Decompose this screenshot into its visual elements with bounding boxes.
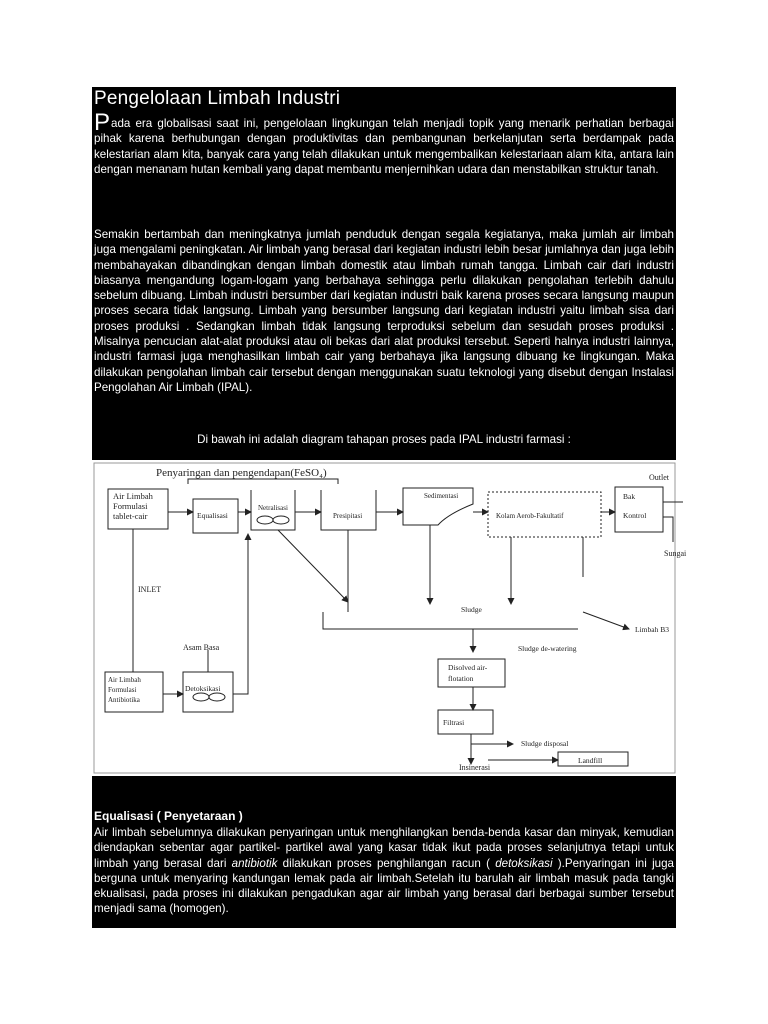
section-heading: Equalisasi ( Penyetaraan ) — [94, 809, 243, 823]
source2-line3: Antibiotika — [108, 696, 140, 704]
section-text-3: ).Penyaringan ini juga berguna untuk menyaring kandungan lemak pada air limbah.Setelah itu barulah air limbah masuk pada tangki ekualisasi, pada proses ini dilakukan pengadukan agar air limbah yang berasal dari berbagai sumber tersebut menjadi sama (homogen). — [94, 856, 674, 916]
source1-line3: tablet-cair — [113, 511, 148, 521]
source1-line2: Formulasi — [113, 501, 148, 511]
presipitasi-label: Presipitasi — [333, 512, 363, 520]
sludge-label: Sludge — [461, 605, 482, 614]
italic-detoksikasi: detoksikasi — [495, 856, 553, 870]
italic-antibiotik: antibiotik — [231, 856, 278, 870]
landfill-label: Landfill — [578, 756, 603, 765]
limbah-b3-label: Limbah B3 — [635, 625, 669, 634]
presipitasi-tank — [321, 490, 376, 530]
diagram-top-label: Penyaringan dan pengendapan(FeSO₄) — [156, 467, 327, 479]
source2-line1: Air Limbah — [108, 676, 141, 684]
page-title: Pengelolaan Limbah Industri — [94, 88, 341, 109]
section-text-2: dilakukan proses penghilangan racun ( — [277, 856, 496, 870]
paragraph-2: Semakin bertambah dan meningkatnya jumlah penduduk dengan segala kegiatanya, maka jumlah air limbah juga mengalami peningkatan. Air limbah yang berasal dari kegiatan industri lebih besar jumlahnya dan juga lebih membahayakan dibandingkan dengan limbah domestik atau limbah rumah tangga. Limbah cair dari industri biasanya mengandung logam-logam yang berbahaya sehingga perlu dilakukan pengolahan terlebih dahulu sebelum dibuang. Limbah industri bersumber dari kegiatan industri baik karena proses secara langsung maupun proses secara tidak langsung. Limbah yang bersumber langsung dari kegiatan industri yaitu limbah sisa dari proses produksi . Sedangkan limbah tidak langsung terproduksi sebelum dan sesudah proses produksi . Misalnya pencucian alat-alat produksi atau oli bekas dari alat produksi tersebut. Seperti halnya industri lainnya, industri farmasi juga menghasilkan limbah cair yang berbahaya jika langsung dibuang ke lingkungan. Maka dilakukan pengolahan limbah cair tersebut dengan menggunakan suatu teknologi yang disebut dengan Instalasi Pengolahan Air Limbah (IPAL). — [94, 228, 674, 394]
netralisasi-label: Netralisasi — [258, 504, 288, 512]
source2-line2: Formulasi — [108, 686, 137, 694]
detoksikasi-label: Detoksikasi — [185, 684, 221, 693]
sungai-label: Sungai — [664, 549, 687, 558]
inlet-label: INLET — [138, 585, 162, 594]
paragraph-1 — [94, 109, 674, 177]
equalisasi-label: Equalisasi — [197, 511, 228, 520]
filtrasi-label: Filtrasi — [443, 718, 465, 727]
insinerasi-label: Insinerasi — [459, 763, 491, 772]
article-intro-block — [92, 87, 676, 460]
section-text-1: Air limbah sebelumnya dilakukan penyaringan untuk menghilangkan benda-benda kasar dan minyak, kemudian diendapkan sebentar agar partikel- partikel awal yang kasar tidak ikut pada proses selanjutnya tetapi untuk limbah yang berasal dari — [94, 826, 674, 870]
asam-basa-label: Asam Basa — [183, 643, 220, 652]
kolam-label: Kolam Aerob-Fakultatif — [496, 512, 564, 520]
ipal-process-diagram — [93, 462, 687, 774]
daf-line1: Disolved air- — [448, 663, 488, 672]
sludge-disposal-label: Sludge disposal — [521, 739, 569, 748]
diagram-intro: Di bawah ini adalah diagram tahapan proses pada IPAL industri farmasi : — [197, 433, 571, 446]
outlet-label: Outlet — [649, 473, 669, 482]
bak-kontrol-line2: Kontrol — [623, 511, 647, 520]
paragraph-1-text: ada era globalisasi saat ini, pengelolaan lingkungan telah menjadi topik yang menarik perhatian berbagai pihak karena berhubungan dengan produktivitas dan pembangunan berkelanjutan serta berdampak pada kelestarian alam kita, banyak cara yang telah dilakukan untuk mengembalikan kelestariaan alam kita, antara lain dengan menanam hutan kembali yang dapat membantu menjernihkan udara dan menstabilkan struktur tanah. — [94, 117, 674, 176]
dropcap: P — [94, 109, 111, 136]
source1-line1: Air Limbah — [113, 491, 153, 501]
bak-kontrol-line1: Bak — [623, 492, 636, 501]
sedimentasi-label: Sedimentasi — [424, 492, 459, 500]
equalisasi-section — [92, 776, 676, 928]
section-paragraph — [94, 825, 674, 917]
daf-line2: flotation — [448, 674, 474, 683]
sludge-dewatering-label: Sludge de-watering — [518, 644, 577, 653]
